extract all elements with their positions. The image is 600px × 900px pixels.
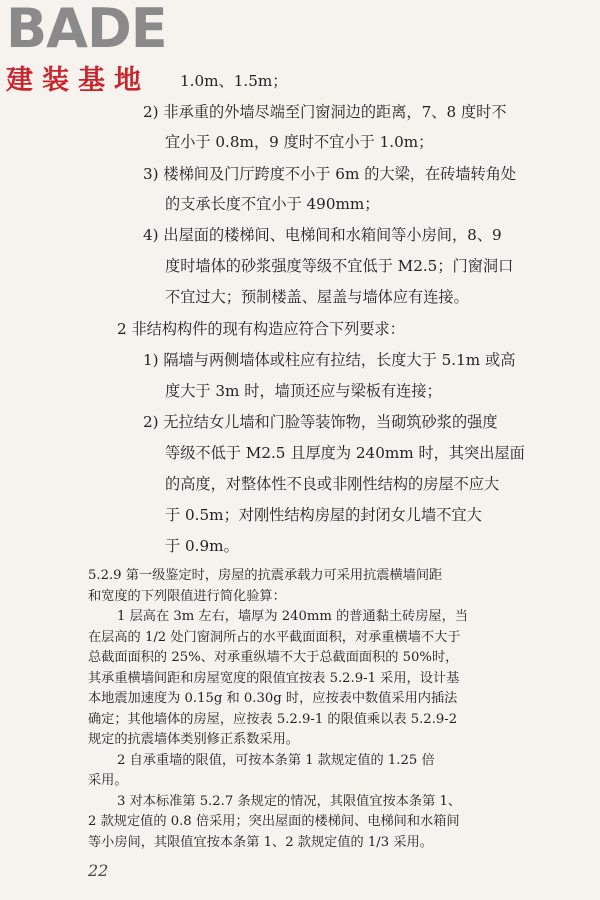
text-line: 等小房间，其限值宜按本条第 1、2 款规定值的 1/3 采用。 xyxy=(88,834,433,850)
text-line: 于 0.9m。 xyxy=(165,537,239,555)
text-line: 2 非结构构件的现有构造应符合下列要求： xyxy=(117,320,405,338)
text-line: 不宜过大；预制楼盖、屋盖与墙体应有连接。 xyxy=(165,288,469,306)
text-line: 采用。 xyxy=(88,773,128,788)
text-line: 确定；其他墙体的房屋，应按表 5.2.9-1 的限值乘以表 5.2.9-2 xyxy=(88,711,458,727)
logo xyxy=(6,2,176,94)
text-line: 5.2.9 第一级鉴定时，房屋的抗震承载力可采用抗震横墙间距 xyxy=(88,568,443,583)
page-number: 22 xyxy=(88,861,109,880)
text-line: 的高度，对整体性不良或非刚性结构的房屋不应大 xyxy=(165,475,500,493)
text-line: 总截面面积的 25%、对承重纵墙不大于总截面面积的 50%时， xyxy=(88,650,459,665)
text-line: 1 层高在 3m 左右，墙厚为 240mm 的普通黏土砖房屋，当 xyxy=(117,609,468,624)
text-line: 3) 楼梯间及门厅跨度不小于 6m 的大梁，在砖墙转角处 xyxy=(143,165,517,183)
text-line: 本地震加速度为 0.15g 和 0.30g 时，应按表中数值采用内插法 xyxy=(88,691,458,706)
text-line: 的支承长度不宜小于 490mm； xyxy=(165,195,380,213)
text-line: 4) 出屋面的楼梯间、电梯间和水箱间等小房间，8、9 xyxy=(143,226,502,244)
text-line: 规定的抗震墙体类别修正系数采用。 xyxy=(88,732,299,747)
text-line: 于 0.5m；对刚性结构房屋的封闭女儿墙不宜大 xyxy=(165,506,482,524)
text-line: 2) 非承重的外墙尽端至门窗洞边的距离，7、8 度时不 xyxy=(143,103,507,121)
logo-brand: BADE xyxy=(6,0,167,60)
text-line: 2 自承重墙的限值，可按本条第 1 款规定值的 1.25 倍 xyxy=(117,752,435,768)
text-line: 在层高的 1/2 处门窗洞所占的水平截面面积，对承重横墙不大于 xyxy=(88,629,461,645)
text-line: 度大于 3m 时，墙顶还应与梁板有连接； xyxy=(165,382,442,400)
text-line: 1) 隔墙与两侧墙体或柱应有拉结，长度大于 5.1m 或高 xyxy=(143,351,516,369)
text-line: 宜小于 0.8m，9 度时不宜小于 1.0m； xyxy=(165,133,434,151)
text-line: 1.0m、1.5m； xyxy=(180,72,288,90)
text-line: 2) 无拉结女儿墙和门脸等装饰物，当砌筑砂浆的强度 xyxy=(143,413,498,431)
text-line: 度时墙体的砂浆强度等级不宜低于 M2.5；门窗洞口 xyxy=(165,257,514,275)
text-line: 2 款规定值的 0.8 倍采用；突出屋面的楼梯间、电梯间和水箱间 xyxy=(88,814,460,829)
logo-subtitle: 建装基地 xyxy=(6,65,150,96)
text-line: 等级不低于 M2.5 且厚度为 240mm 时，其突出屋面 xyxy=(165,444,525,462)
text-line: 其承重横墙间距和房屋宽度的限值宜按表 5.2.9-1 采用，设计基 xyxy=(88,670,460,686)
text-line: 3 对本标准第 5.2.7 条规定的情况，其限值宜按本条第 1、 xyxy=(117,793,462,809)
text-line: 和宽度的下列限值进行简化验算： xyxy=(88,588,286,604)
